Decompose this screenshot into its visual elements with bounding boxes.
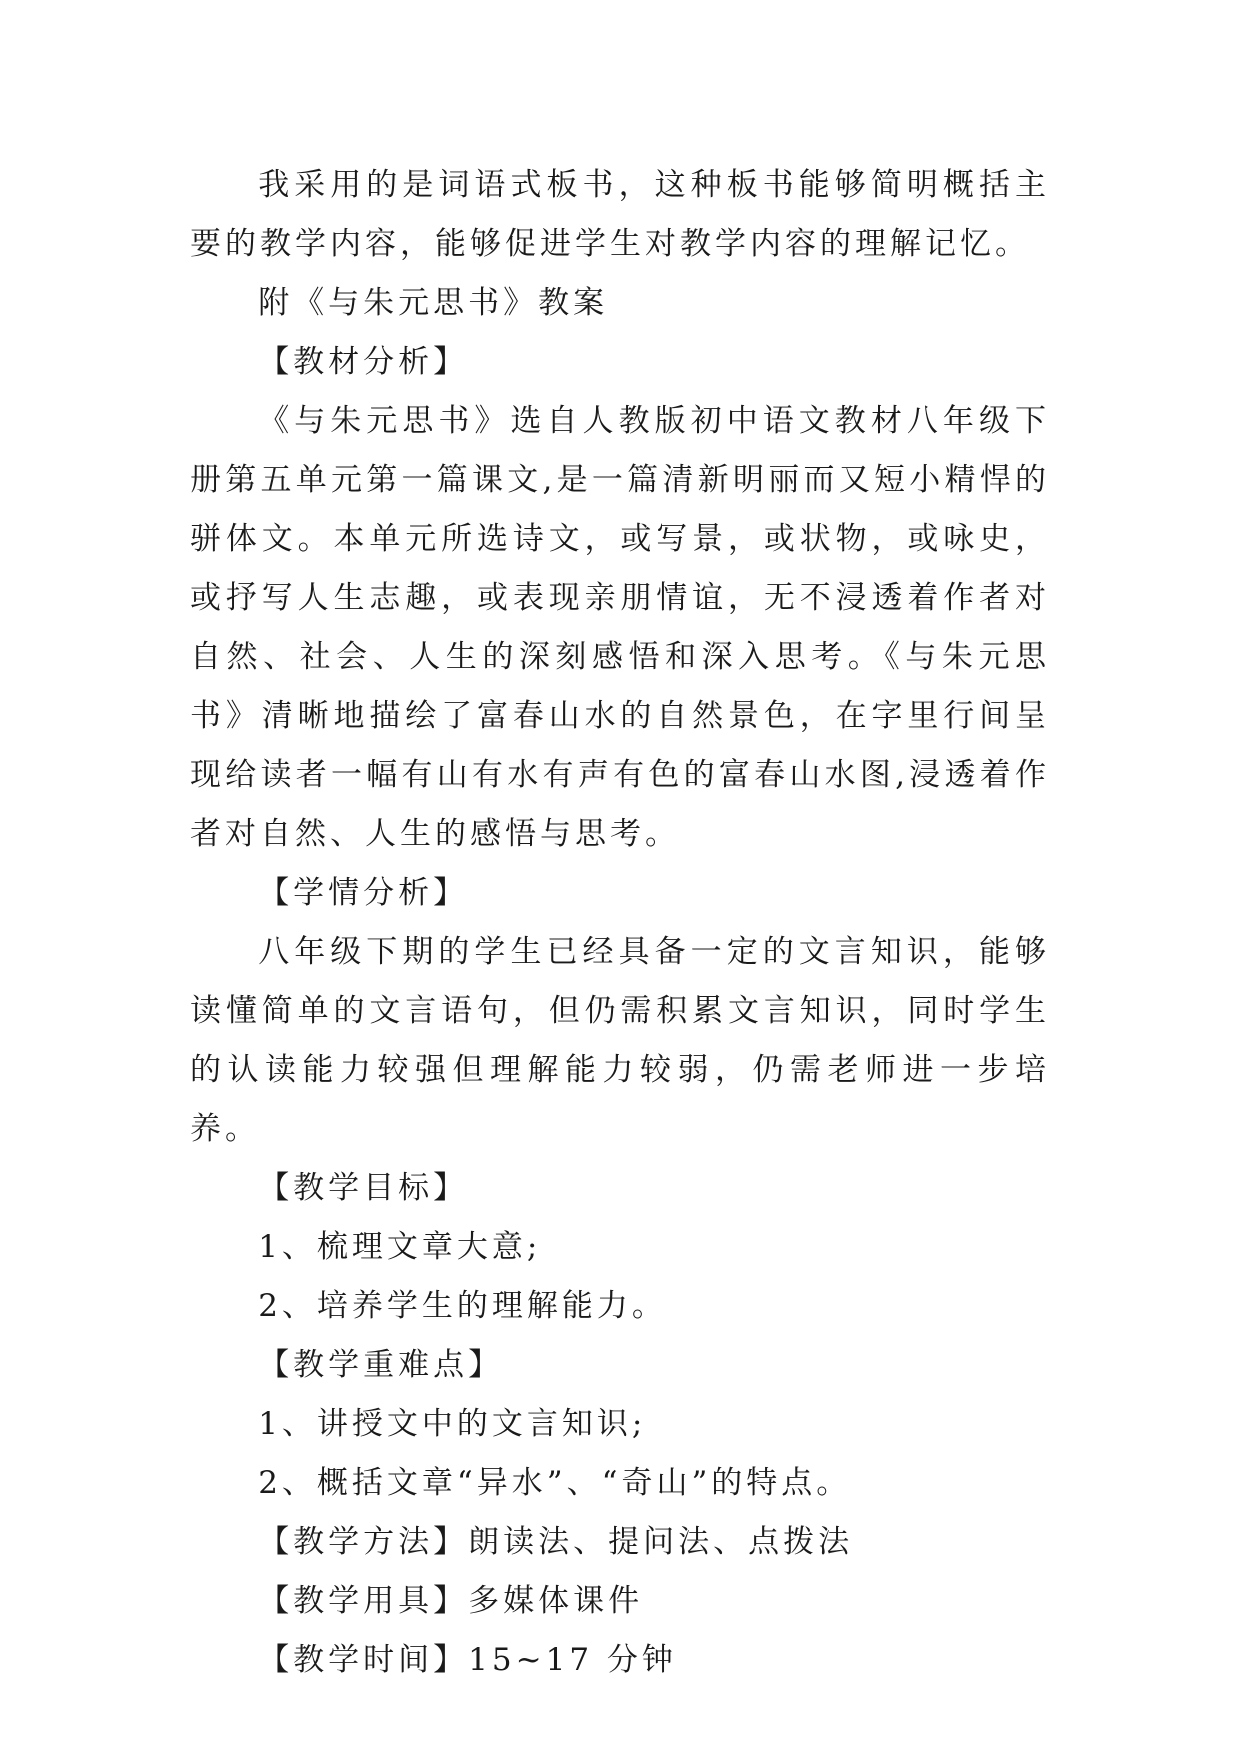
document-body	[190, 156, 1050, 1690]
heading-student-analysis: 【学情分析】	[258, 875, 469, 911]
paragraph-student-analysis: 八年级下期的学生已经具备一定的文言知识，能够读懂简单的文言语句，但仍需积累文言知识，同时学生的认读能力较强但理解能力较弱，仍需老师进一步培养。	[190, 934, 1050, 1147]
teaching-methods: 【教学方法】朗读法、提问法、点拨法	[258, 1524, 854, 1560]
heading-teaching-goals: 【教学目标】	[258, 1170, 469, 1206]
key-point-item-1: 1、讲授文中的文言知识;	[258, 1406, 647, 1442]
goal-item-2: 2、培养学生的理解能力。	[258, 1288, 667, 1324]
teaching-tools: 【教学用具】多媒体课件	[258, 1583, 644, 1619]
paragraph-textbook-analysis: 《与朱元思书》选自人教版初中语文教材八年级下册第五单元第一篇课文,是一篇清新明丽而又短小精悍的骈体文。本单元所选诗文，或写景，或状物，或咏史，或抒写人生志趣，或表现亲朋情谊，无不浸透着作者对自然、社会、人生的深刻感悟和深入思考。《与朱元思书》清晰地描绘了富春山水的自然景色，在字里行间呈现给读者一幅有山有水有声有色的富春山水图,浸透着作者对自然、人生的感悟与思考。	[190, 403, 1050, 852]
goal-item-1: 1、梳理文章大意;	[258, 1229, 542, 1265]
heading-key-points: 【教学重难点】	[258, 1347, 504, 1383]
heading-textbook-analysis: 【教材分析】	[258, 344, 469, 380]
paragraph-appendix-title: 附《与朱元思书》教案	[258, 285, 609, 321]
teaching-time: 【教学时间】15~17 分钟	[258, 1642, 677, 1678]
key-point-item-2: 2、概括文章“异水”、“奇山”的特点。	[258, 1465, 852, 1501]
paragraph-blackboard-design: 我采用的是词语式板书，这种板书能够简明概括主要的教学内容，能够促进学生对教学内容的理解记忆。	[190, 167, 1050, 262]
